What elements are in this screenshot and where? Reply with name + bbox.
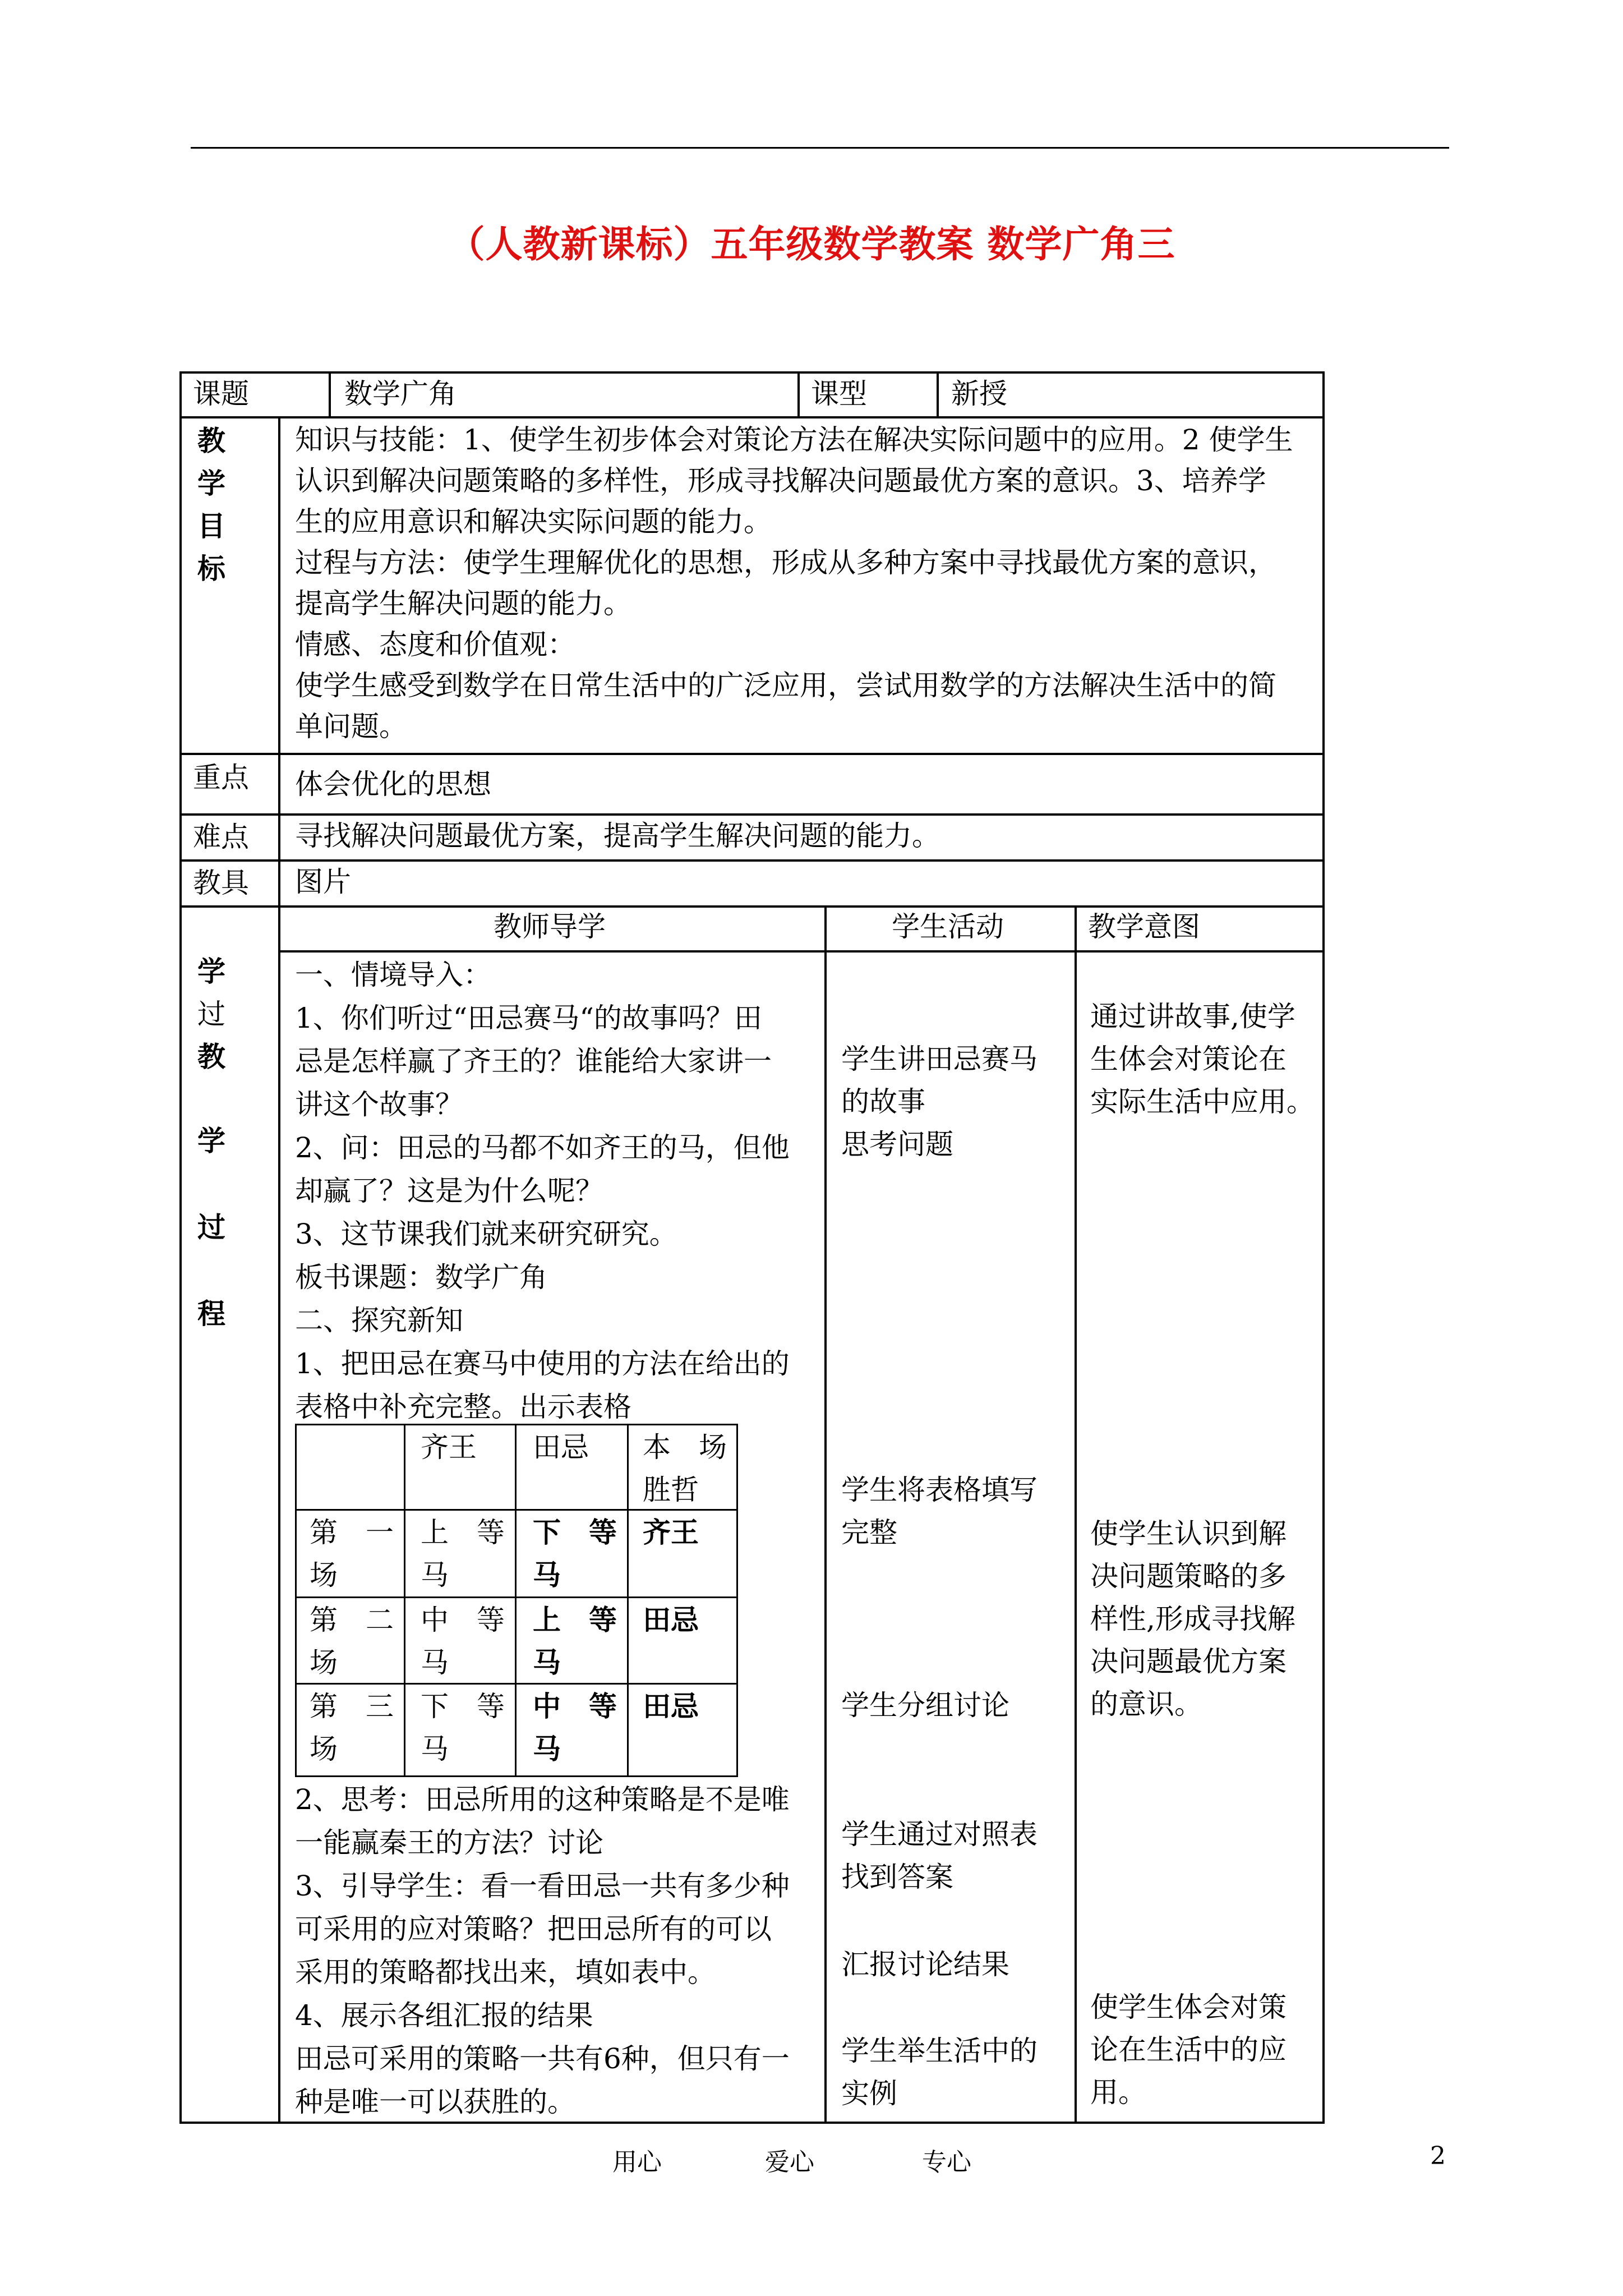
- goals-label: 教 学 目 标: [197, 424, 225, 585]
- key-point-label: 重点: [193, 761, 249, 794]
- student-activity-4: 学生通过对照表 找到答案: [841, 1818, 1038, 1893]
- row-divider: [179, 859, 1325, 862]
- student-activity-6: 学生举生活中的 实例: [841, 2035, 1038, 2110]
- process-label-3: 教: [197, 1040, 225, 1073]
- key-point-value: 体会优化的思想: [295, 768, 491, 800]
- student-activity-header: 学生活动: [892, 910, 1004, 943]
- lesson-type-value: 新授: [951, 378, 1007, 410]
- topic-label: 课题: [193, 378, 249, 410]
- teaching-intent-3: 使学生体会对策 论在生活中的应 用。: [1090, 1991, 1287, 2109]
- process-label-6: 程: [197, 1297, 225, 1330]
- race-row-1-result: 齐王: [643, 1516, 699, 1549]
- process-label-1: 学: [197, 955, 225, 988]
- row-divider: [278, 950, 1325, 953]
- row-divider: [179, 416, 1325, 418]
- topic-value: 数学广角: [344, 378, 457, 410]
- race-table-divider: [404, 1424, 405, 1777]
- footer-item-care: 用心: [612, 2148, 662, 2177]
- race-row-3-tian: 中 等 马: [533, 1690, 617, 1765]
- race-row-2-result: 田忌: [643, 1603, 699, 1636]
- student-activity-3: 学生分组讨论: [841, 1689, 1009, 1722]
- page-title: （人教新课标）五年级数学教案 数学广角三: [448, 222, 1175, 266]
- race-row-2-label: 第 二 场: [310, 1604, 394, 1679]
- race-header-qi: 齐王: [421, 1431, 477, 1464]
- col-divider: [278, 416, 280, 2124]
- process-label-2: 过: [197, 998, 225, 1030]
- teaching-intent-2: 使学生认识到解 决问题策略的多 样性,形成寻找解 决问题最优方案 的意识。: [1090, 1517, 1295, 1720]
- footer-item-focus: 专心: [922, 2148, 971, 2177]
- teaching-intent-1: 通过讲故事,使学 生体会对策论在 实际生活中应用。: [1090, 1000, 1315, 1118]
- tools-label: 教具: [193, 867, 249, 899]
- race-row-3-label: 第 三 场: [310, 1690, 394, 1765]
- race-row-2-qi: 中 等 马: [421, 1604, 505, 1679]
- race-row-1-qi: 上 等 马: [421, 1516, 505, 1591]
- col-divider: [824, 905, 827, 2124]
- col-divider: [1075, 905, 1077, 2124]
- row-divider: [179, 753, 1325, 755]
- student-activity-5: 汇报讨论结果: [841, 1948, 1009, 1981]
- race-row-1-label: 第 一 场: [310, 1516, 394, 1591]
- lesson-type-label: 课型: [811, 378, 867, 410]
- race-table-divider: [295, 1596, 738, 1598]
- race-row-1-tian: 下 等 马: [533, 1516, 617, 1591]
- difficulty-label: 难点: [193, 821, 249, 853]
- student-activity-1: 学生讲田忌赛马 的故事 思考问题: [841, 1043, 1038, 1161]
- page-number: 2: [1430, 2142, 1446, 2170]
- footer-item-love: 爱心: [765, 2148, 814, 2177]
- race-header-tian: 田忌: [533, 1431, 589, 1464]
- race-row-3-qi: 下 等 马: [421, 1690, 505, 1765]
- race-row-2-tian: 上 等 马: [533, 1603, 617, 1679]
- race-table-divider: [627, 1424, 629, 1777]
- header-rule: [191, 147, 1449, 149]
- process-label-5: 过: [197, 1211, 225, 1244]
- student-activity-2: 学生将表格填写 完整: [841, 1474, 1038, 1549]
- col-divider: [329, 371, 331, 417]
- teaching-intent-header: 教学意图: [1088, 910, 1200, 943]
- tools-value: 图片: [295, 866, 351, 898]
- teacher-guide-text-2: 2、思考：田忌所用的这种策略是不是唯 一能赢秦王的方法？讨论 3、引导学生：看一看田忌一共有多少种 可采用的应对策略？把田忌所有的可以 采用的策略都找出来，填如表中。 4、展示各组汇报的结果 田忌可采用的策略一共有6种，但只有一 种是唯一可以获胜的。: [295, 1783, 790, 2118]
- difficulty-value: 寻找解决问题最优方案，提高学生解决问题的能力。: [295, 820, 940, 852]
- teacher-guide-header: 教师导学: [494, 910, 606, 943]
- goals-text: 知识与技能：1、使学生初步体会对策论方法在解决实际问题中的应用。2 使学生 认识到解决问题策略的多样性，形成寻找解决问题最优方案的意识。3、培养学 生的应用意识和解决实际问题的能力。 过程与方法：使学生理解优化的思想，形成从多种方案中寻找最优方案的意识， 提高学生解决问题的能力。 情感、态度和价值观： 使学生感受到数学在日常生活中的广泛应用，尝试用数学的方法解决生活中的简 单问题。: [295, 424, 1293, 743]
- col-divider: [937, 371, 939, 417]
- race-row-3-result: 田忌: [643, 1690, 699, 1723]
- race-table-divider: [515, 1424, 517, 1777]
- race-header-result: 本 场 胜哲: [643, 1431, 727, 1506]
- teacher-guide-text: 一、情境导入： 1、你们听过“田忌赛马“的故事吗？田 忌是怎样赢了齐王的？谁能给大家讲一 讲这个故事？ 2、问：田忌的马都不如齐王的马，但他 却赢了？这是为什么呢？ 3、这节课我们就来研究研究。 板书课题：数学广角 二、探究新知 1、把田忌在赛马中使用的方法在给出的 表格中补充完整。出示表格: [295, 959, 790, 1423]
- process-label-4: 学: [197, 1124, 225, 1157]
- col-divider: [797, 371, 800, 417]
